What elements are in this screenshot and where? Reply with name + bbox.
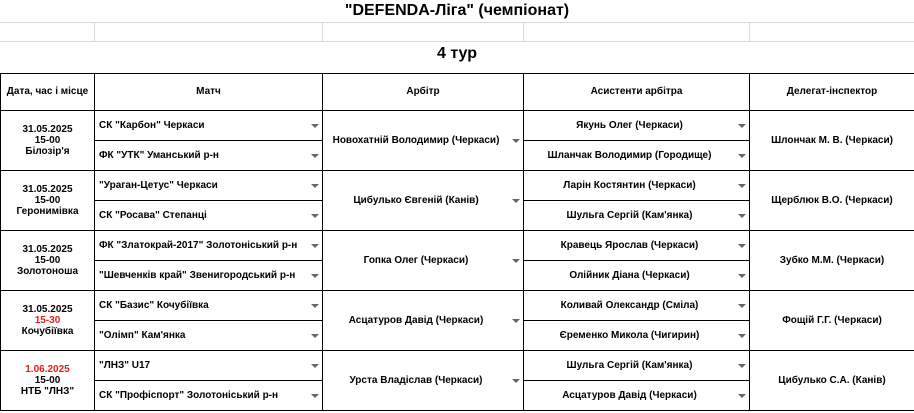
away-team-dropdown[interactable] bbox=[95, 141, 323, 171]
home-team: ФК "Златокрай-2017" Золотоніський р-н bbox=[99, 240, 298, 251]
assistant1-name: Шульга Сергій (Кам'янка) bbox=[566, 360, 693, 371]
assistant1-name: Ларін Костянтин (Черкаси) bbox=[563, 180, 696, 191]
match-time: 15-00 bbox=[34, 195, 61, 206]
dropdown-arrow-icon[interactable] bbox=[308, 274, 322, 278]
dropdown-arrow-icon[interactable] bbox=[308, 154, 322, 158]
match-date: 31.05.2025 bbox=[22, 124, 73, 135]
dropdown-arrow-icon[interactable] bbox=[308, 244, 322, 248]
dropdown-arrow-icon[interactable] bbox=[735, 184, 749, 188]
referee-name: Гопка Олег (Черкаси) bbox=[363, 255, 469, 266]
referee-name: Цибулько Євгеній (Канів) bbox=[353, 195, 479, 206]
game-row bbox=[1, 231, 914, 261]
dropdown-arrow-icon[interactable] bbox=[735, 124, 749, 128]
date-time-place-cell bbox=[1, 111, 95, 171]
match-date: 31.05.2025 bbox=[22, 184, 73, 195]
referee-dropdown[interactable] bbox=[323, 291, 524, 351]
home-team: СК "Базис" Кочубіївка bbox=[99, 300, 209, 311]
schedule-table bbox=[0, 73, 914, 411]
dropdown-arrow-icon[interactable] bbox=[308, 364, 322, 368]
dropdown-arrow-icon[interactable] bbox=[509, 259, 523, 263]
date-time-place-cell bbox=[1, 171, 95, 231]
home-team-dropdown[interactable] bbox=[95, 351, 323, 381]
dropdown-arrow-icon[interactable] bbox=[509, 319, 523, 323]
referee-name: Новохатній Володимир (Черкаси) bbox=[332, 135, 500, 146]
dropdown-arrow-icon[interactable] bbox=[509, 139, 523, 143]
dropdown-arrow-icon[interactable] bbox=[735, 334, 749, 338]
home-team-dropdown[interactable] bbox=[95, 171, 323, 201]
assistant1-name: Якунь Олег (Черкаси) bbox=[576, 120, 683, 131]
match-place: Золотоноша bbox=[16, 266, 79, 277]
dropdown-arrow-icon[interactable] bbox=[308, 334, 322, 338]
assistant2-name: Олійник Діана (Черкаси) bbox=[569, 270, 690, 281]
match-date: 1.06.2025 bbox=[25, 364, 70, 375]
away-team: "Шевченків край" Звенигородський р-н bbox=[99, 270, 296, 281]
home-team: "ЛНЗ" U17 bbox=[99, 360, 151, 371]
home-team: "Ураган-Цетус" Черкаси bbox=[99, 180, 218, 191]
dropdown-arrow-icon[interactable] bbox=[509, 199, 523, 203]
header-delegate: Делегат-інспектор bbox=[750, 74, 914, 111]
delegate-cell: Зубко М.М. (Черкаси) bbox=[750, 231, 914, 291]
assistant2-dropdown[interactable] bbox=[524, 321, 750, 351]
assistant1-dropdown[interactable] bbox=[524, 111, 750, 141]
dropdown-arrow-icon[interactable] bbox=[308, 184, 322, 188]
assistant1-dropdown[interactable] bbox=[524, 291, 750, 321]
assistant1-name: Кравець Ярослав (Черкаси) bbox=[560, 240, 699, 251]
header-assistants: Асистенти арбітра bbox=[524, 74, 750, 111]
away-team-dropdown[interactable] bbox=[95, 261, 323, 291]
referee-dropdown[interactable] bbox=[323, 171, 524, 231]
date-time-place-cell bbox=[1, 291, 95, 351]
away-team: СК "Росава" Степанці bbox=[99, 210, 207, 221]
assistant1-dropdown[interactable] bbox=[524, 351, 750, 381]
match-place: Білозір'я bbox=[25, 146, 70, 157]
header-row bbox=[1, 74, 914, 111]
date-time-place-cell bbox=[1, 231, 95, 291]
match-time: 15-00 bbox=[34, 255, 61, 266]
game-row bbox=[1, 291, 914, 321]
home-team-dropdown[interactable] bbox=[95, 291, 323, 321]
assistant2-dropdown[interactable] bbox=[524, 141, 750, 171]
assistant1-dropdown[interactable] bbox=[524, 171, 750, 201]
dropdown-arrow-icon[interactable] bbox=[308, 214, 322, 218]
dropdown-arrow-icon[interactable] bbox=[509, 379, 523, 383]
home-team-dropdown[interactable] bbox=[95, 231, 323, 261]
dropdown-arrow-icon[interactable] bbox=[308, 124, 322, 128]
game-row bbox=[1, 171, 914, 201]
header-datetime: Дата, час і місце bbox=[1, 74, 95, 111]
match-time: 15-00 bbox=[34, 375, 61, 386]
delegate-cell: Цибулько С.А. (Канів) bbox=[750, 351, 914, 411]
away-team-dropdown[interactable] bbox=[95, 201, 323, 231]
match-time: 15-00 bbox=[34, 135, 61, 146]
games-body bbox=[1, 111, 914, 411]
away-team-dropdown[interactable] bbox=[95, 381, 323, 411]
home-team-dropdown[interactable] bbox=[95, 111, 323, 141]
match-place: Кочубіївка bbox=[21, 326, 74, 337]
referee-dropdown[interactable] bbox=[323, 111, 524, 171]
referee-dropdown[interactable] bbox=[323, 351, 524, 411]
assistant2-name: Асцатуров Давід (Черкаси) bbox=[562, 390, 697, 401]
dropdown-arrow-icon[interactable] bbox=[735, 214, 749, 218]
round-title: 4 тур bbox=[436, 45, 478, 62]
assistant2-name: Єременко Микола (Чигирин) bbox=[559, 330, 700, 341]
assistant2-dropdown[interactable] bbox=[524, 261, 750, 291]
assistant2-name: Шульга Сергій (Кам'янка) bbox=[566, 210, 693, 221]
dropdown-arrow-icon[interactable] bbox=[735, 364, 749, 368]
assistant2-name: Шланчак Володимир (Городище) bbox=[547, 150, 712, 161]
delegate-cell: Шлончак М. В. (Черкаси) bbox=[750, 111, 914, 171]
referee-name: Урста Владіслав (Черкаси) bbox=[349, 375, 483, 386]
dropdown-arrow-icon[interactable] bbox=[735, 244, 749, 248]
dropdown-arrow-icon[interactable] bbox=[735, 274, 749, 278]
away-team: СК "Профіспорт" Золотоніський р-н bbox=[99, 390, 279, 401]
match-date: 31.05.2025 bbox=[22, 244, 73, 255]
dropdown-arrow-icon[interactable] bbox=[735, 394, 749, 398]
empty-grid-row bbox=[0, 22, 914, 42]
match-date: 31.05.2025 bbox=[22, 304, 73, 315]
sheet-title: "DEFENDA-Ліга" (чемпіонат) bbox=[0, 0, 914, 23]
match-place: Геронимівка bbox=[16, 206, 79, 217]
assistant2-dropdown[interactable] bbox=[524, 201, 750, 231]
match-time: 15-30 bbox=[34, 315, 61, 326]
header-referee: Арбітр bbox=[323, 74, 524, 111]
dropdown-arrow-icon[interactable] bbox=[308, 394, 322, 398]
dropdown-arrow-icon[interactable] bbox=[735, 154, 749, 158]
date-time-place-cell bbox=[1, 351, 95, 411]
dropdown-arrow-icon[interactable] bbox=[308, 304, 322, 308]
referee-name: Асцатуров Давід (Черкаси) bbox=[348, 315, 484, 326]
header-match: Матч bbox=[95, 74, 323, 111]
away-team-dropdown[interactable] bbox=[95, 321, 323, 351]
match-place: НТБ "ЛНЗ" bbox=[20, 386, 75, 397]
game-row bbox=[1, 351, 914, 381]
assistant1-dropdown[interactable] bbox=[524, 231, 750, 261]
away-team: "Олімп" Кам'янка bbox=[99, 330, 186, 341]
referee-dropdown[interactable] bbox=[323, 231, 524, 291]
delegate-cell: Фощій Г.Г. (Черкаси) bbox=[750, 291, 914, 351]
home-team: СК "Карбон" Черкаси bbox=[99, 120, 205, 131]
dropdown-arrow-icon[interactable] bbox=[735, 304, 749, 308]
game-row bbox=[1, 111, 914, 141]
assistant1-name: Коливай Олександр (Сміла) bbox=[560, 300, 699, 311]
assistant2-dropdown[interactable] bbox=[524, 381, 750, 411]
delegate-cell: Щерблюк В.О. (Черкаси) bbox=[750, 171, 914, 231]
away-team: ФК "УТК" Уманський р-н bbox=[99, 150, 219, 161]
